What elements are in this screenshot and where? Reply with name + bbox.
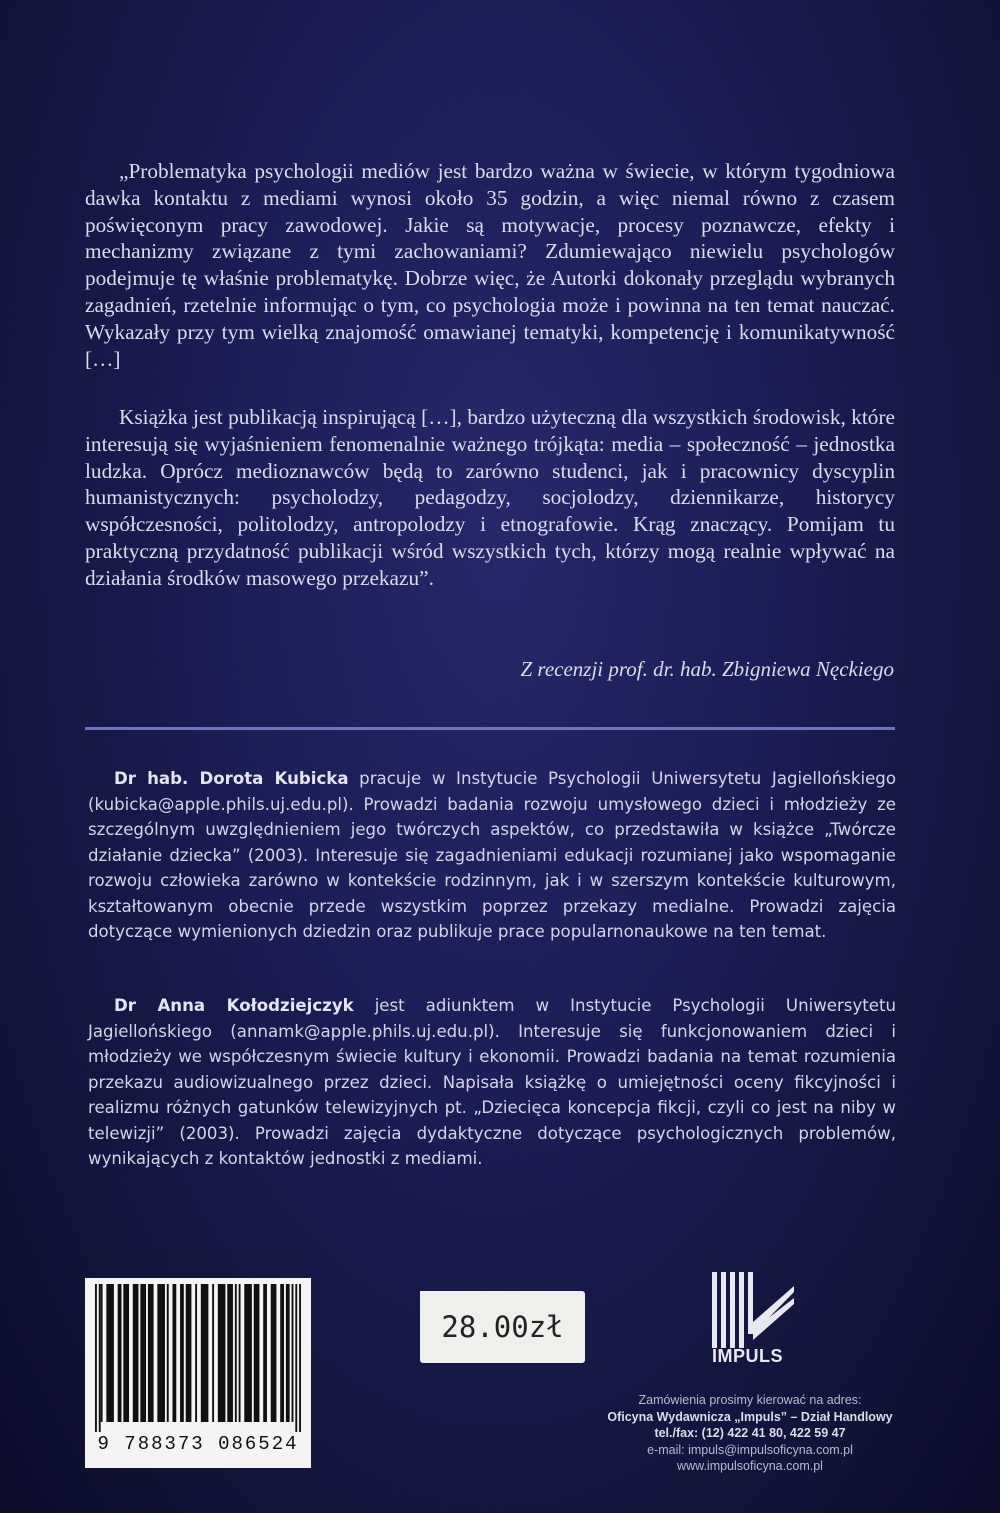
author-name: Dr Anna Kołodziejczyk bbox=[114, 996, 354, 1015]
barcode-bar bbox=[263, 1284, 267, 1422]
barcode-bar bbox=[106, 1284, 114, 1422]
isbn-number: 9 788373 086524 bbox=[97, 1433, 299, 1455]
barcode-bar bbox=[299, 1284, 301, 1432]
barcode-bar bbox=[99, 1284, 101, 1432]
barcode-bar bbox=[227, 1284, 233, 1422]
publisher-company: Oficyna Wydawnicza „Impuls” – Dział Handlowy bbox=[607, 1409, 893, 1424]
barcode-bar bbox=[195, 1284, 197, 1422]
barcode-bar bbox=[201, 1284, 209, 1422]
publisher-website[interactable]: www.impulsoficyna.com.pl bbox=[677, 1459, 823, 1473]
barcode-bar bbox=[148, 1284, 154, 1422]
barcode-bar bbox=[172, 1284, 176, 1422]
barcode-bar bbox=[133, 1284, 139, 1422]
isbn-barcode bbox=[85, 1278, 311, 1468]
publisher-phone: tel./fax: (12) 422 41 80, 422 59 47 bbox=[654, 1426, 846, 1440]
barcode-bar bbox=[239, 1284, 241, 1422]
price-value: 28.00zł bbox=[441, 1310, 564, 1344]
barcode-bar bbox=[140, 1284, 146, 1422]
barcode-bar bbox=[235, 1284, 237, 1422]
barcode-bar bbox=[292, 1284, 294, 1422]
barcode-bar bbox=[254, 1284, 260, 1422]
barcode-bar bbox=[186, 1284, 192, 1422]
author-bio-kolodziejczyk bbox=[88, 993, 896, 1172]
review-paragraph-1: „Problematyka psychologii mediów jest bardzo ważna w świecie, w którym tygodniowa dawka kontaktu z mediami wynosi około 35 godzin, a więc niemal równo z czasem poświęconym pracy zawodowej. Jakie są motywacje, procesy poznawcze, efekty i mechanizmy związane z tymi zachowaniami? Zdumiewająco niewielu psychologów podejmuje tę właśnie problematykę. Dobrze więc, że Autorki dokonały przeglądu wybranych zagadnień, rzetelnie informując o tym, co psychologia może i powinna na ten temat nauczać. Wykazały przy tym wielką znajomość omawianej tematyki, kompetencję i komunikatywność […] bbox=[85, 159, 895, 371]
publisher-contact bbox=[595, 1392, 905, 1475]
contact-intro: Zamówienia prosimy kierować na adres: bbox=[638, 1393, 862, 1407]
barcode-bar bbox=[118, 1284, 122, 1422]
barcode-bar bbox=[280, 1284, 284, 1422]
barcode-bar bbox=[295, 1284, 297, 1432]
barcode-bar bbox=[123, 1284, 129, 1422]
barcode-bars bbox=[95, 1284, 301, 1432]
barcode-bar bbox=[244, 1284, 252, 1422]
barcode-bar bbox=[271, 1284, 277, 1422]
barcode-bar bbox=[167, 1284, 169, 1422]
author-bio-text: pracuje w Instytucie Psychologii Uniwersytetu Jagiellońskiego (kubicka@apple.phils.uj.edu.pl). Prowadzi badania rozwoju umysłowego dzieci i młodzieży ze szczególnym uwzględnieniem jego twórczych aspektów, co przedstawiła w książce „Twórcze działanie dziecka” (2003). Interesuje się zagadnieniami edukacji rozumianej jako wspomaganie rozwoju człowieka zarówno w kontekście rodzinnym, jak i w szerszym kontekście kulturowym, kształtowanym obecnie przede wszystkim poprzez przekazy medialne. Prowadzi zajęcia dotyczące wymienionych dziedzin oraz publikuje prace popularnonaukowe na ten temat. bbox=[88, 769, 896, 941]
barcode-bar bbox=[95, 1284, 97, 1432]
barcode-bar bbox=[180, 1284, 184, 1422]
barcode-bar bbox=[157, 1284, 165, 1422]
publisher-email[interactable]: e-mail: impuls@impulsoficyna.com.pl bbox=[647, 1442, 853, 1457]
author-bio-text: jest adiunktem w Instytucie Psychologii Uniwersytetu Jagiellońskiego (annamk@apple.phils.uj.edu.pl). Interesuje się funkcjonowaniem dzieci i młodzieży we współczesnym świecie kultury i ekonomii. Prowadzi badania na temat rozumienia przekazu audiowizualnego przez dzieci. Napisała książkę o umiejętności oceny fikcyjności i realizmu różnych gatunków telewizyjnych pt. „Dziecięca koncepcja fikcji, czyli co jest na niby w telewizji” (2003). Prowadzi zajęcia dydaktyczne dotyczące psychologicznych problemów, wynikających z kontaktów jednostki z mediami. bbox=[88, 996, 897, 1168]
author-name: Dr hab. Dorota Kubicka bbox=[114, 769, 349, 788]
publisher-logo-text: IMPULS bbox=[712, 1346, 784, 1366]
section-divider bbox=[85, 727, 895, 730]
review-paragraph-2: Książka jest publikacją inspirującą […], bardzo użyteczną dla wszystkich środowisk, które interesują się wyjaśnieniem fenomenalnie ważnego trójkąta: media – społeczność – jednostka ludzka. Oprócz medioznawców będą to zarówno studenci, jak i pracownicy dyscyplin humanistycznych: psycholodzy, pedagodzy, socjolodzy, dziennikarze, historycy współczesności, politolodzy, antropolodzy i etnografowie. Krąg znaczący. Pomijam tu praktyczną przydatność publikacji wśród wszystkich tych, którzy mogą realnie wpływać na działania środków masowego przekazu”. bbox=[85, 405, 895, 590]
barcode-bar bbox=[101, 1284, 103, 1422]
barcode-bar bbox=[286, 1284, 290, 1422]
review-attribution: Z recenzji prof. dr. hab. Zbigniewa Nęckiego bbox=[520, 657, 894, 681]
barcode-bar bbox=[218, 1284, 226, 1422]
author-bio-kubicka bbox=[88, 766, 896, 945]
price-sticker bbox=[420, 1291, 585, 1363]
barcode-bar bbox=[212, 1284, 214, 1422]
